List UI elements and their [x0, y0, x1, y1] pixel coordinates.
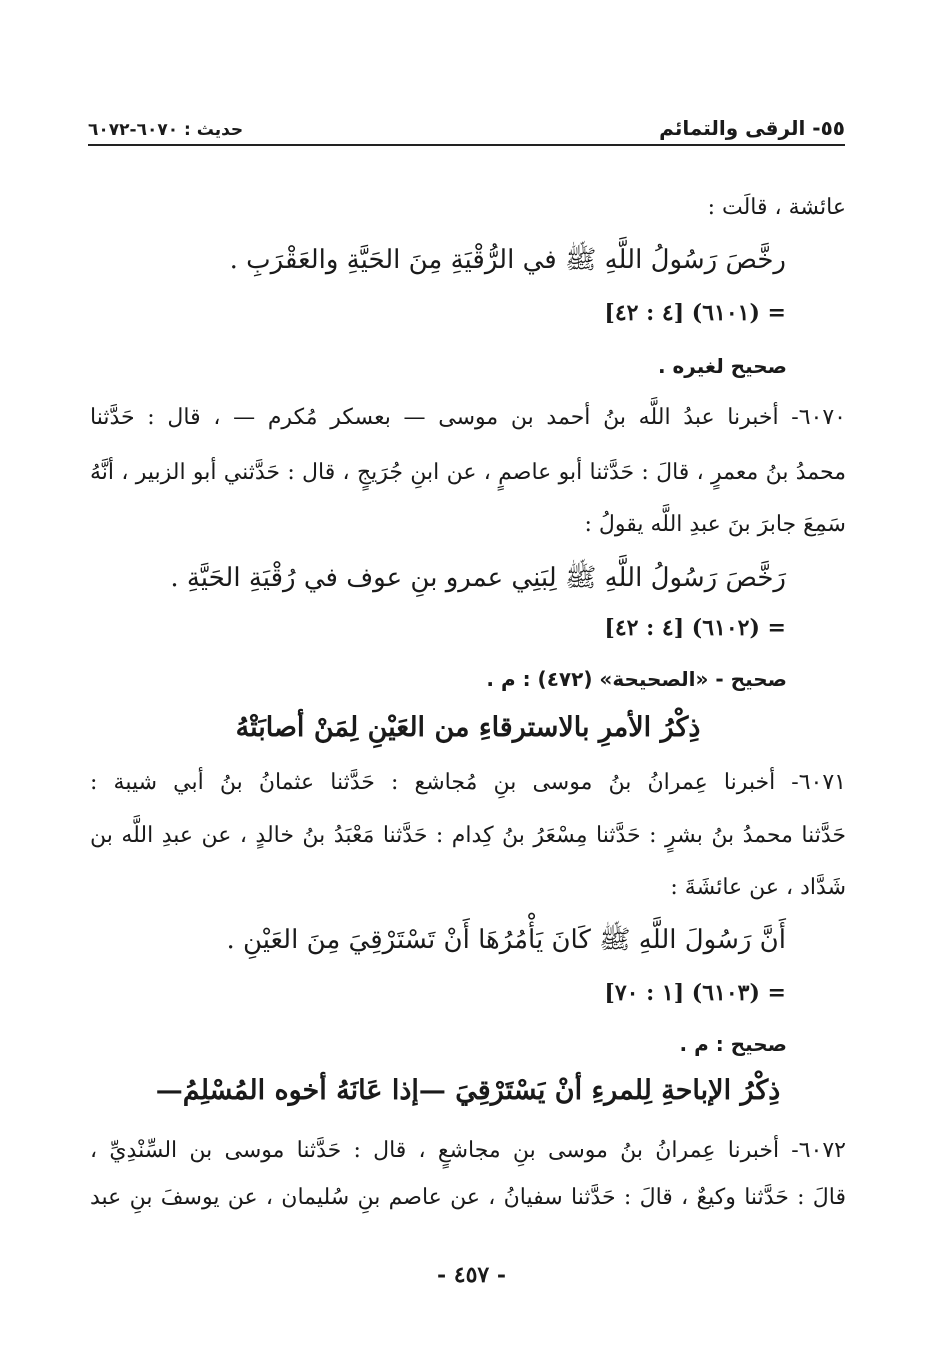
- cross-reference: = (٦١٠٢) [٤ : ٤٢]: [604, 615, 786, 641]
- chapter-title: ٥٥- الرقى والتمائم: [659, 116, 845, 140]
- isnad-line: ٦٠٧١- أخبرنا عِمرانُ بنُ موسى بنِ مُجاشع : حَدَّثنا عثمانُ بنُ أبي شيبة :: [90, 770, 846, 795]
- section-heading: ذِكْرُ الإباحةِ لِلمرءِ أنْ يَسْتَرْقِيَ —إذا عَانَهُ أخوه المُسْلِمُ—: [155, 1075, 781, 1106]
- grading: صحيح لغيره .: [657, 354, 787, 378]
- hadith-text: رخَّصَ رَسُولُ اللَّهِ ﷺ في الرُّقْيَةِ مِنَ الحَيَّةِ والعَقْرَبِ .: [229, 245, 786, 275]
- isnad-line: سَمِعَ جابرَ بنَ عبدِ اللَّه يقولُ :: [584, 512, 846, 537]
- cross-reference: = (٦١٠٣) [١ : ٧٠]: [604, 980, 786, 1006]
- section-heading: ذِكْرُ الأمرِ بالاسترقاءِ من العَيْنِ لِمَنْ أصابَتْهُ: [235, 712, 701, 743]
- isnad-line: ٦٠٧٠- أخبرنا عبدُ اللَّه بنُ أحمد بن موسى — بعسكر مُكرم — ، قال : حَدَّثنا: [90, 405, 846, 430]
- grading: صحيح : م .: [679, 1032, 787, 1056]
- text-line: عائشة ، قالَت :: [707, 195, 846, 220]
- running-header: [88, 112, 845, 146]
- isnad-line: شَدَّاد ، عن عائشَةَ :: [670, 875, 846, 900]
- cross-reference: = (٦١٠١) [٤ : ٤٢]: [604, 300, 786, 326]
- isnad-line: حَدَّثنا محمدُ بنُ بشرٍ : حَدَّثنا مِسْعَرُ بنُ كِدام : حَدَّثنا مَعْبَدُ بنُ خالدٍ ، عن عبدِ اللَّه بن: [90, 823, 846, 848]
- isnad-line: محمدُ بنُ معمرٍ ، قالَ : حَدَّثنا أبو عاصمٍ ، عن ابنِ جُرَيجٍ ، قال : حَدَّثني أبو الزبير ، أنَّهُ: [90, 460, 847, 485]
- hadith-text: أَنَّ رَسُولَ اللَّهِ ﷺ كَانَ يَأْمُرُهَا أَنْ تَسْتَرْقِيَ مِنَ العَيْنِ .: [226, 925, 786, 955]
- grading: صحيح - «الصحيحة» (٤٧٢) : م .: [486, 667, 787, 691]
- isnad-line: قالَ : حَدَّثنا وكيعٌ ، قالَ : حَدَّثنا سفيانُ ، عن عاصم بنِ سُليمان ، عن يوسفَ بنِ عبد: [90, 1185, 846, 1210]
- hadith-range: حديث : ٦٠٧٠-٦٠٧٢: [88, 120, 244, 140]
- isnad-line: ٦٠٧٢- أخبرنا عِمرانُ بنُ موسى بنِ مجاشعٍ ، قال : حَدَّثنا موسى بن السِّنْدِيِّ ،: [90, 1138, 846, 1163]
- hadith-text: رَخَّصَ رَسُولُ اللَّهِ ﷺ لِبَنِي عمرو بنِ عوف في رُقْيَةِ الحَيَّةِ .: [170, 563, 786, 593]
- page-number: - ٤٥٧ -: [436, 1262, 507, 1288]
